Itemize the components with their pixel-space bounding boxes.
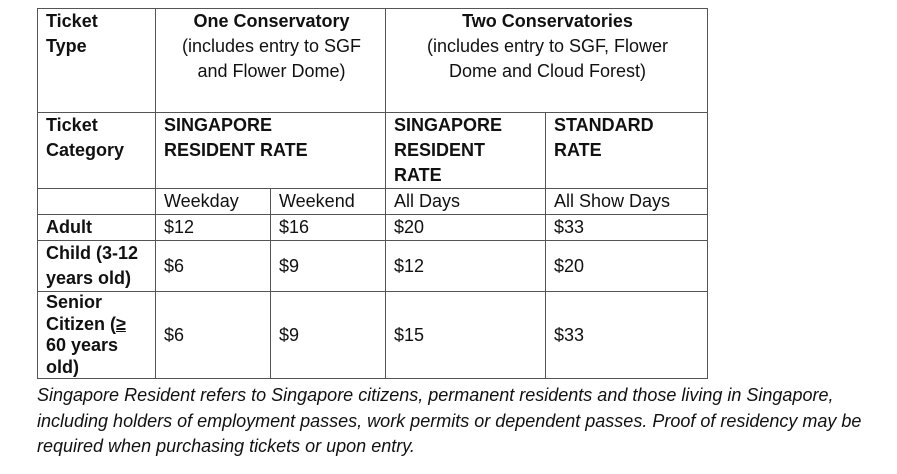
child-weekday-price: $6 (156, 241, 271, 292)
two-conservatories-description: (includes entry to SGF, Flower Dome and Cloud Forest) (426, 36, 669, 81)
senior-label-line4: old) (46, 356, 79, 377)
one-conservatory-header (156, 9, 386, 113)
greater-equal-symbol: ≥ (116, 313, 126, 334)
table-header-row (38, 9, 708, 113)
all-days-header: All Days (386, 189, 546, 215)
standard-rate-header: STANDARD RATE (546, 113, 708, 189)
table-row (38, 215, 708, 241)
senior-two-resident-price: $15 (386, 292, 546, 379)
child-two-resident-price: $12 (386, 241, 546, 292)
row-label-child: Child (3-12 years old) (38, 241, 156, 292)
table-day-row (38, 189, 708, 215)
singapore-resident-rate-header-one: SINGAPORE RESIDENT RATE (156, 113, 386, 189)
table-row (38, 292, 708, 379)
ticket-type-header: Ticket Type (38, 9, 156, 113)
senior-two-standard-price: $33 (546, 292, 708, 379)
senior-label-line1: Senior (46, 292, 103, 312)
resident-footnote: Singapore Resident refers to Singapore citizens, permanent residents and those living in Singapore, including holders of employment passes, work permits or dependent passes. Proof of residency may be required when purchasing tickets or upon entry. (37, 385, 862, 456)
table-row (38, 241, 708, 292)
row-label-adult: Adult (38, 215, 156, 241)
one-conservatory-title: One Conservatory (193, 11, 350, 31)
senior-weekend-price: $9 (271, 292, 386, 379)
senior-label-line2-prefix: Citizen ( (46, 313, 116, 334)
senior-weekday-price: $6 (156, 292, 271, 379)
adult-two-standard-price: $33 (546, 215, 708, 241)
senior-label-line2 (46, 314, 149, 336)
two-conservatories-header (386, 9, 708, 113)
senior-label-line3: 60 years (46, 335, 119, 355)
ticket-price-table (37, 8, 708, 379)
child-two-standard-price: $20 (546, 241, 708, 292)
row-label-senior (38, 292, 156, 379)
weekday-header: Weekday (156, 189, 271, 215)
ticket-category-header: Ticket Category (38, 113, 156, 189)
one-conservatory-description: (includes entry to SGF and Flower Dome) (181, 36, 362, 81)
two-conservatories-title: Two Conservatories (462, 11, 633, 31)
child-weekend-price: $9 (271, 241, 386, 292)
table-category-row (38, 113, 708, 189)
adult-weekend-price: $16 (271, 215, 386, 241)
adult-weekday-price: $12 (156, 215, 271, 241)
weekend-header: Weekend (271, 189, 386, 215)
all-show-days-header: All Show Days (546, 189, 708, 215)
empty-day-label-cell (38, 189, 156, 215)
singapore-resident-rate-header-two: SINGAPORE RESIDENT RATE (386, 113, 546, 189)
adult-two-resident-price: $20 (386, 215, 546, 241)
